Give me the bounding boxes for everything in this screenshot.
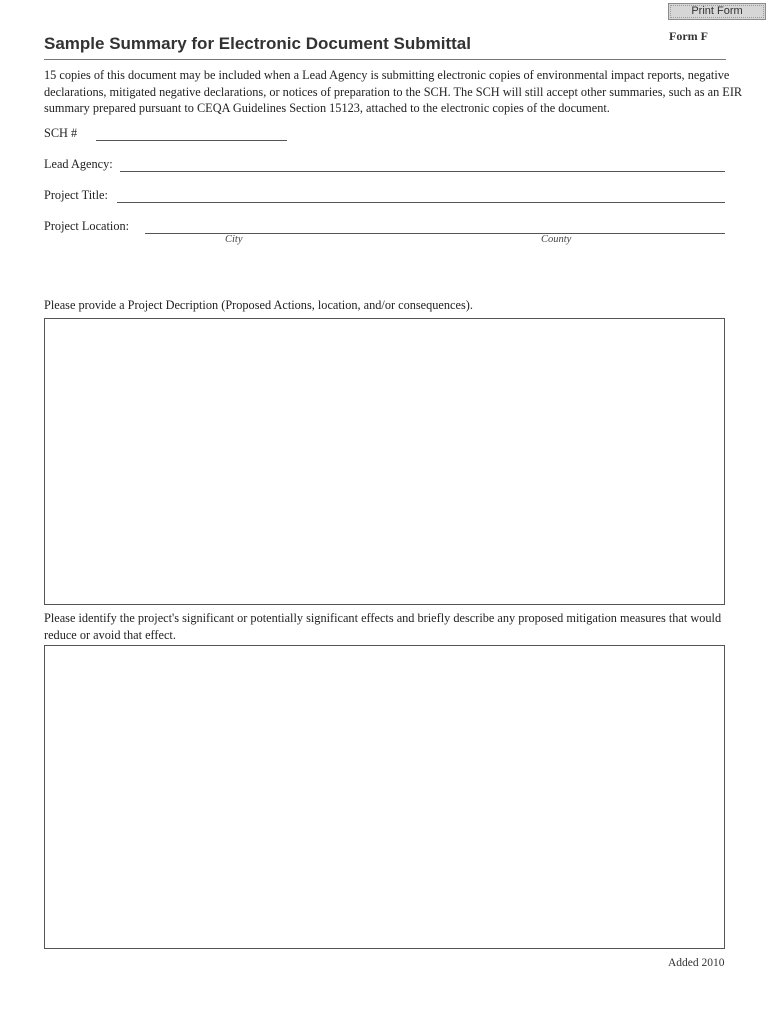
city-sublabel: City — [225, 234, 243, 245]
form-label: Form F — [669, 29, 708, 43]
significant-effects-prompt: Please identify the project's significant or potentially significant effects and briefly describe any proposed mitigation measures that would reduce or avoid that effect. — [44, 611, 722, 642]
added-date-note: Added 2010 — [668, 957, 725, 969]
lead-agency-label: Lead Agency: — [44, 157, 113, 171]
project-title-label: Project Title: — [44, 188, 108, 202]
intro-paragraph: 15 copies of this document may be included when a Lead Agency is submitting electronic copies of environmental impact reports, negative declarations, mitigated negative declarations, or notices of preparation to the SCH. The SCH will still accept other summaries, such as an EIR summary prepared pursuant to CEQA Guidelines Section 15123, attached to the electronic copies of the document. — [44, 68, 743, 115]
sch-label: SCH # — [44, 126, 78, 140]
title-divider — [44, 59, 726, 60]
sch-field[interactable] — [96, 140, 287, 141]
project-location-label: Project Location: — [44, 219, 130, 233]
significant-effects-textarea[interactable] — [44, 645, 725, 949]
county-sublabel: County — [541, 234, 572, 245]
lead-agency-field[interactable] — [120, 171, 725, 172]
project-description-textarea[interactable] — [44, 318, 725, 605]
print-form-button[interactable]: Print Form — [668, 3, 766, 20]
project-title-field[interactable] — [117, 202, 725, 203]
project-description-prompt: Please provide a Project Decription (Proposed Actions, location, and/or consequences). — [44, 298, 473, 312]
page-title: Sample Summary for Electronic Document Submittal — [44, 34, 471, 53]
